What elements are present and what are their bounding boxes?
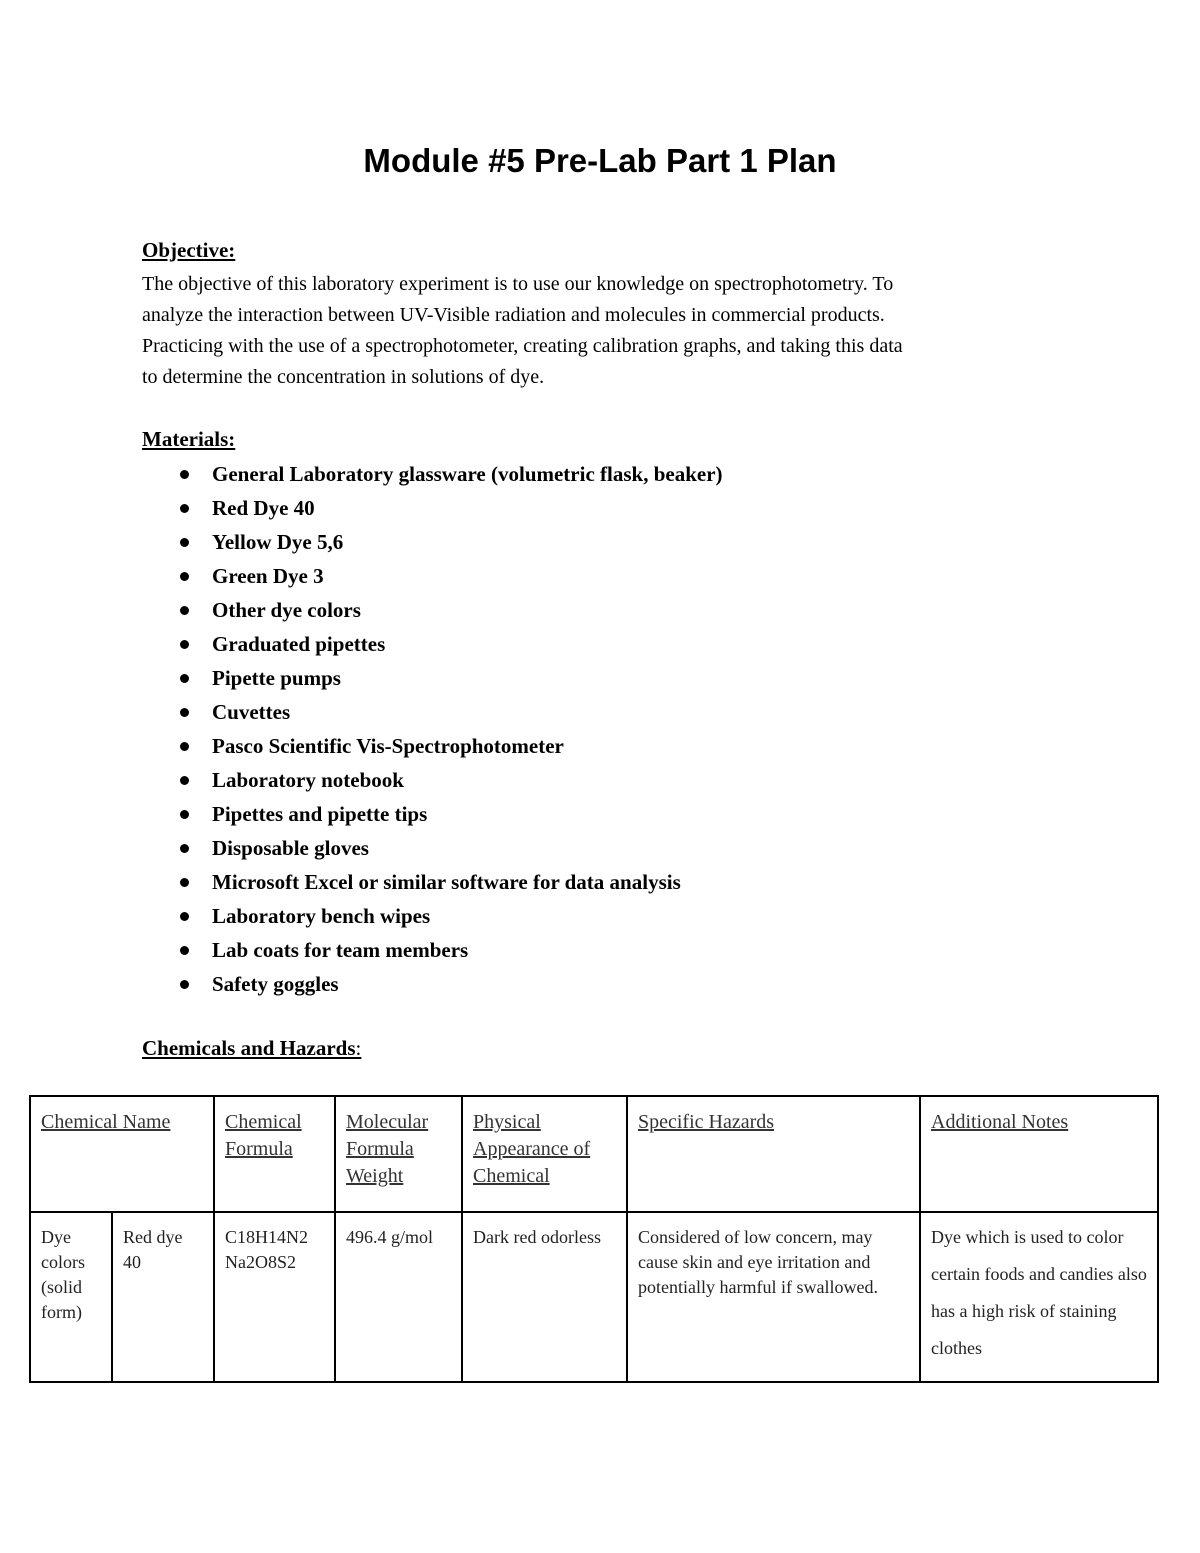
header-chemical-name: Chemical Name <box>30 1096 214 1212</box>
header-additional-notes: Additional Notes <box>920 1096 1158 1212</box>
header-specific-hazards: Specific Hazards <box>627 1096 920 1212</box>
cell-hazards: Considered of low concern, may cause skin and eye irritation and potentially harmful if swallowed. <box>627 1212 920 1382</box>
list-item: Laboratory bench wipes <box>142 899 723 933</box>
list-item: Disposable gloves <box>142 831 723 865</box>
list-item: Red Dye 40 <box>142 491 723 525</box>
list-item: Microsoft Excel or similar software for data analysis <box>142 865 723 899</box>
bullet-icon <box>180 708 189 717</box>
cell-appearance: Dark red odorless <box>462 1212 627 1382</box>
cell-notes: Dye which is used to color certain foods and candies also has a high risk of staining clothes <box>920 1212 1158 1382</box>
bullet-icon <box>180 878 189 887</box>
list-item: Cuvettes <box>142 695 723 729</box>
cell-chemical-name: Red dye 40 <box>112 1212 214 1382</box>
bullet-icon <box>180 980 189 989</box>
objective-heading: Objective: <box>142 238 236 262</box>
bullet-icon <box>180 572 189 581</box>
bullet-icon <box>180 538 189 547</box>
list-item: Safety goggles <box>142 967 723 1001</box>
header-chemical-formula: Chemical Formula <box>214 1096 335 1212</box>
objective-line: The objective of this laboratory experiment is to use our knowledge on spectrophotometry. To <box>142 273 894 295</box>
objective-line: to determine the concentration in solutions of dye. <box>142 366 545 388</box>
list-item: Graduated pipettes <box>142 627 723 661</box>
bullet-icon <box>180 470 189 479</box>
list-item: Pasco Scientific Vis-Spectrophotometer <box>142 729 723 763</box>
cell-formula: C18H14N2 Na2O8S2 <box>214 1212 335 1382</box>
materials-heading: Materials: <box>142 427 236 451</box>
bullet-icon <box>180 674 189 683</box>
chemicals-heading <box>142 1034 361 1062</box>
bullet-icon <box>180 640 189 649</box>
bullet-icon <box>180 844 189 853</box>
list-item: Other dye colors <box>142 593 723 627</box>
header-physical-appearance: Physical Appearance of Chemical <box>462 1096 627 1212</box>
materials-list <box>142 457 723 1001</box>
bullet-icon <box>180 776 189 785</box>
cell-weight: 496.4 g/mol <box>335 1212 462 1382</box>
bullet-icon <box>180 912 189 921</box>
list-item: Laboratory notebook <box>142 763 723 797</box>
list-item: Yellow Dye 5,6 <box>142 525 723 559</box>
objective-line: analyze the interaction between UV-Visible radiation and molecules in commercial products. <box>142 304 885 326</box>
list-item: Pipettes and pipette tips <box>142 797 723 831</box>
table-header-row <box>30 1096 1158 1212</box>
chemicals-table <box>29 1095 1159 1383</box>
list-item: Lab coats for team members <box>142 933 723 967</box>
page-title: Module #5 Pre-Lab Part 1 Plan <box>363 142 837 179</box>
header-molecular-weight: Molecular Formula Weight <box>335 1096 462 1212</box>
bullet-icon <box>180 946 189 955</box>
bullet-icon <box>180 742 189 751</box>
objective-paragraph <box>142 269 1062 393</box>
list-item: General Laboratory glassware (volumetric flask, beaker) <box>142 457 723 491</box>
bullet-icon <box>180 810 189 819</box>
chemicals-heading-colon: : <box>355 1036 362 1060</box>
objective-line: Practicing with the use of a spectrophotometer, creating calibration graphs, and taking this data <box>142 335 903 357</box>
cell-category: Dye colors (solid form) <box>30 1212 112 1382</box>
list-item: Pipette pumps <box>142 661 723 695</box>
chemicals-heading-text: Chemicals and Hazards <box>142 1036 356 1060</box>
list-item: Green Dye 3 <box>142 559 723 593</box>
table-row <box>30 1212 1158 1382</box>
bullet-icon <box>180 606 189 615</box>
bullet-icon <box>180 504 189 513</box>
